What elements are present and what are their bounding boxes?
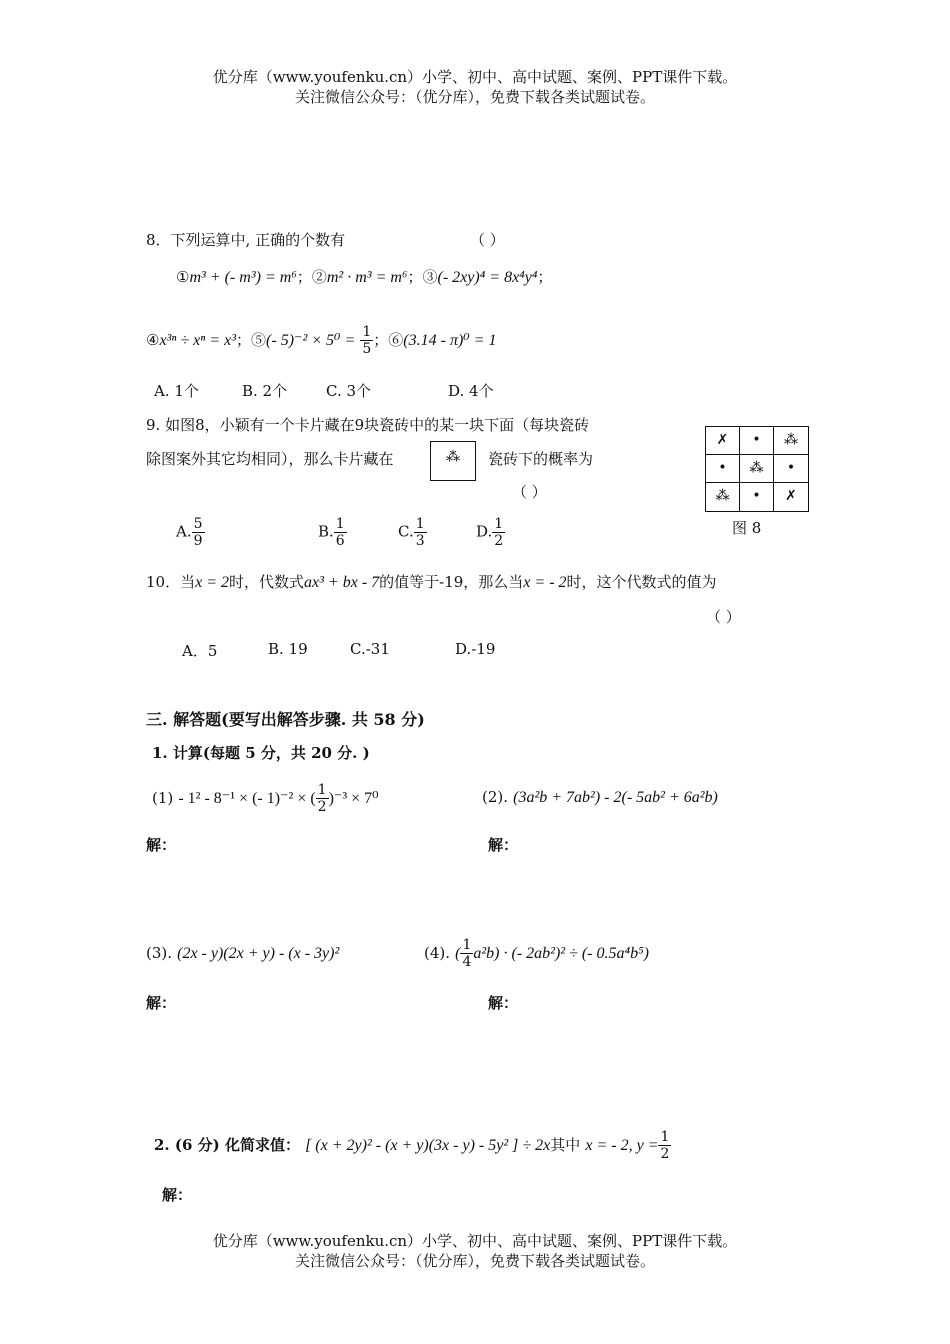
tile-2: • — [740, 427, 774, 455]
figure-8-label: 图 8 — [732, 519, 762, 537]
q10-option-a: A．5 — [182, 642, 218, 660]
q8-option-b: B. 2个 — [242, 382, 288, 400]
q8-stem: 8．下列运算中, 正确的个数有 — [146, 231, 346, 249]
footer-line-2: 关注微信公众号：（优分库），免费下载各类试题试卷。 — [294, 1252, 655, 1270]
q9-option-c: C. $\frac{1}{3}$ — [398, 516, 425, 549]
tile-3: ⁂ — [774, 427, 808, 455]
tile-1: ✗ — [706, 427, 740, 455]
section-3-title: 三. 解答题(要写出解答步骤. 共 58 分) — [146, 710, 425, 729]
q10-stem: 10．当x = 2时，代数式ax³ + bx - 7的值等于-19，那么当x = - 2时，这个代数式的值为 — [146, 573, 717, 591]
problem-1: (1) - 1² - 8⁻¹ × (- 1)⁻² × ( $\frac{1}{2}$ )⁻³ × 7⁰ — [152, 782, 379, 815]
q9-option-d: D. $\frac{1}{2}$ — [476, 516, 504, 549]
q8-items-row1: ①m³ + (- m³) = m⁶；②m² · m³ = m⁶；③(- 2xy)⁴ = 8x⁴y⁴； — [176, 268, 553, 286]
answer-1: 解： — [146, 836, 177, 854]
q10-answer-paren: （ ） — [706, 608, 741, 626]
footer-line-1: 优分库（www.youfenku.cn）小学、初中、高中试题、案例、PPT课件下载。 — [212, 1232, 738, 1250]
q10-option-d: D.-19 — [455, 640, 496, 658]
problem-4: (4). ( $\frac{1}{4}$ a²b) · (- 2ab²)² ÷ (- 0.5a⁴b⁵) — [424, 937, 649, 970]
figure-8-grid — [705, 426, 809, 512]
q9-line-1: 9. 如图8，小颖有一个卡片藏在9块瓷砖中的某一块下面（每块瓷砖 — [146, 416, 590, 434]
q8-items-row2: ④x³ⁿ ÷ xⁿ = x³；⑤(- 5)⁻² × 5⁰ = $\frac{1}{5}$ ；⑥(3.14 - π)⁰ = 1 — [146, 324, 497, 357]
tile-9: ✗ — [785, 488, 797, 504]
header-line-2: 关注微信公众号：（优分库），免费下载各类试题试卷。 — [294, 88, 655, 106]
q10-option-c: C.-31 — [350, 640, 390, 658]
header-line-1: 优分库（www.youfenku.cn）小学、初中、高中试题、案例、PPT课件下载。 — [212, 68, 738, 86]
problem-3: (3). (2x - y)(2x + y) - (x - 3y)² — [146, 944, 340, 962]
q9-line-2a: 除图案外其它均相同），那么卡片藏在 — [146, 450, 394, 468]
q9-tile-box: ⁂ — [430, 441, 476, 481]
q8-answer-paren: （ ） — [470, 231, 505, 249]
tile-6: • — [774, 455, 808, 483]
q9-answer-paren: （ ） — [512, 483, 547, 501]
problem-2-simplify: 2. (6 分) 化简求值： [ (x + 2y)² - (x + y)(3x - y) - 5y² ] ÷ 2x其中 x = - 2, y = $\frac{1}{2}$ — [154, 1129, 670, 1162]
q9-line-2b: 瓷砖下的概率为 — [488, 450, 594, 468]
answer-4: 解： — [488, 994, 519, 1012]
q9-option-a: A. $\frac{5}{9}$ — [176, 516, 203, 549]
tile-5: ⁂ — [740, 455, 774, 483]
q8-option-a: A. 1个 — [154, 382, 199, 400]
section-3-sub1: 1. 计算(每题 5 分，共 20 分. ) — [152, 744, 370, 762]
tile-7: ⁂ — [706, 483, 740, 511]
tile-4: • — [706, 455, 740, 483]
q8-option-c: C. 3个 — [326, 382, 372, 400]
problem-2: (2). (3a²b + 7ab²) - 2(- 5ab² + 6a²b) — [482, 788, 718, 806]
q9-option-b: B. $\frac{1}{6}$ — [318, 516, 345, 549]
answer-q2: 解： — [162, 1186, 193, 1204]
q8-option-d: D. 4个 — [448, 382, 494, 400]
q10-option-b: B. 19 — [268, 640, 308, 658]
answer-3: 解： — [146, 994, 177, 1012]
tile-8: • — [740, 483, 774, 511]
fraction-one-fifth: $\frac{1}{5}$ — [362, 324, 372, 357]
answer-2: 解： — [488, 836, 519, 854]
